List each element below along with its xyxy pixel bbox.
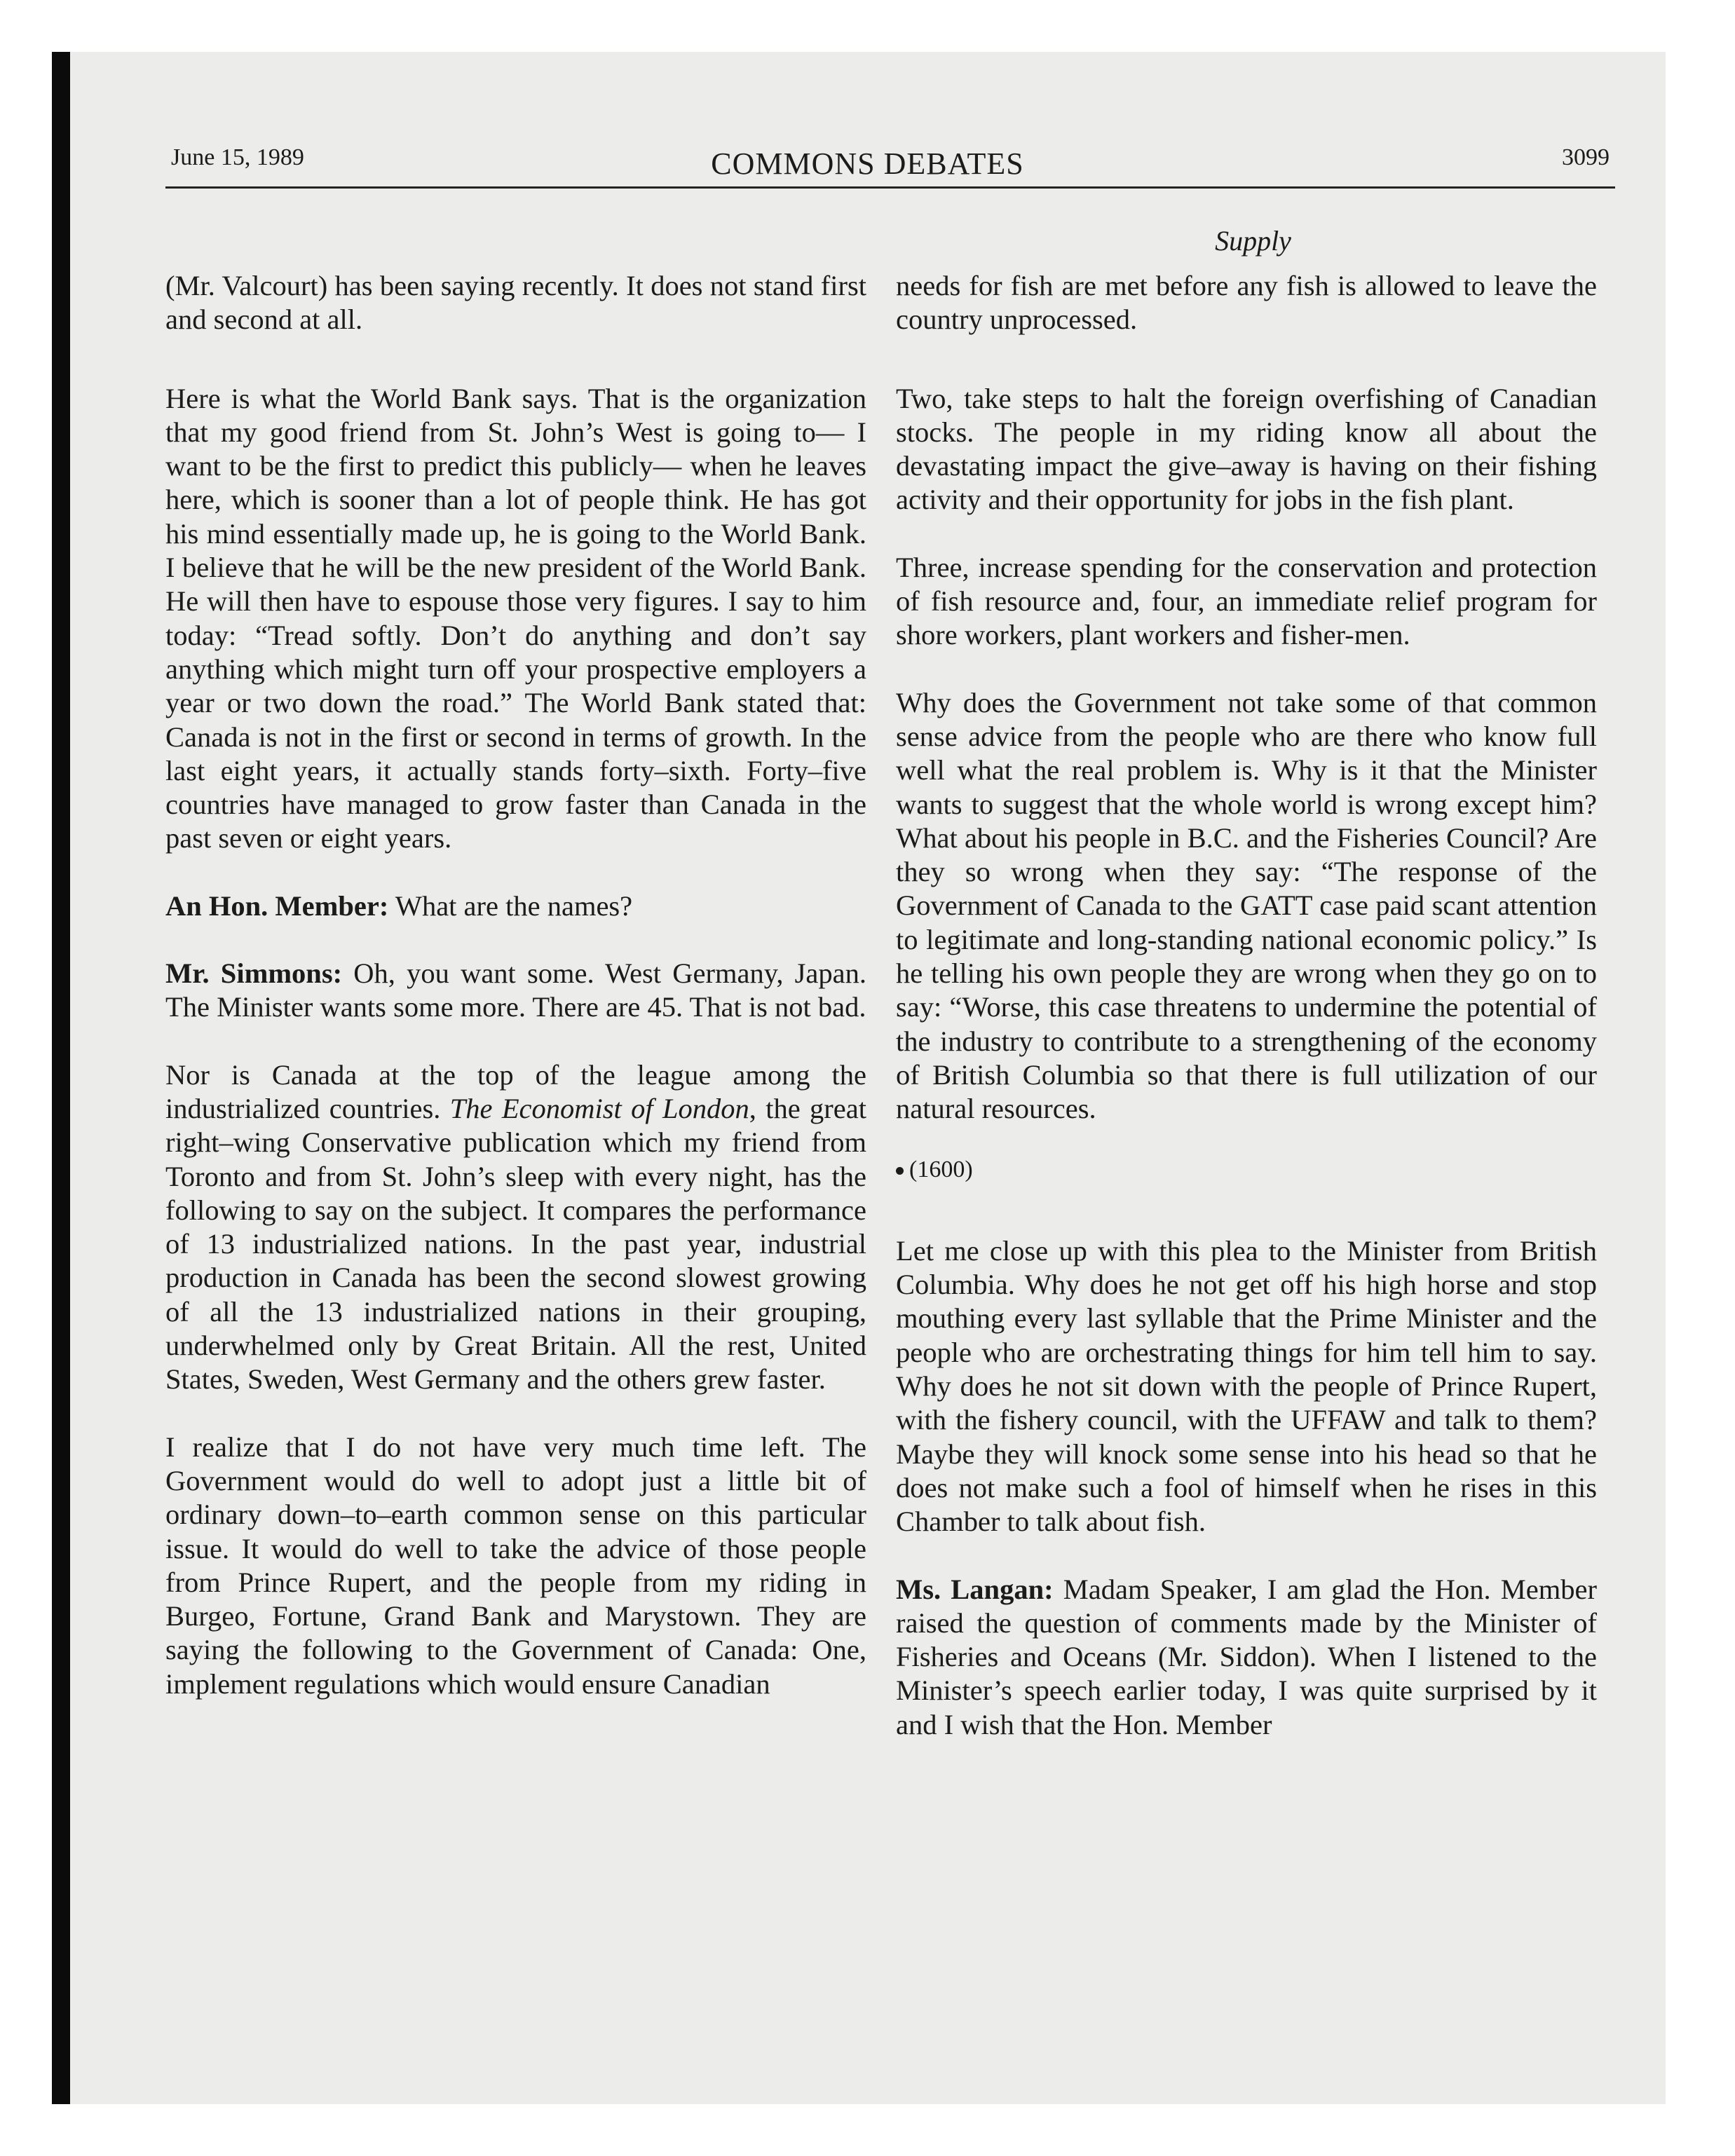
section-title: Supply [1215, 225, 1291, 257]
paragraph: Three, increase spending for the conservation and protection of fish resource and, four, an immediate relief program for shore workers, plant workers and fisher-men. [896, 551, 1597, 651]
left-column [165, 269, 866, 1735]
publication-title: The Economist of London [449, 1092, 749, 1124]
paragraph: Here is what the World Bank says. That is the organization that my good friend from St. John’s West is going to— I want to be the first to predict this publicly— when he leaves here, which is sooner than a lot of people think. He has got his mind essentially made up, he is going to the World Bank. I believe that he will be the new president of the World Bank. He will then have to espouse those very figures. I say to him today: “Tread softly. Don’t do anything and don’t say anything which might turn off your prospective employers a year or two down the road.” The World Bank stated that: Canada is not in the first or second in terms of growth. In the last eight years, it actually stands forty–sixth. Forty–five countries have managed to grow faster than Canada in the past seven or eight years. [165, 382, 866, 854]
paragraph: Let me close up with this plea to the Minister from British Columbia. Why does he not get off his high horse and stop mouthing every last syllable that the Prime Minister and the people who are orchestrating things for him tell him to say. Why does he not sit down with the people of Prince Rupert, with the fishery council, with the UFFAW and talk to them? Maybe they will knock some sense into his head so that he does not make such a fool of himself when he rises in this Chamber to talk about fish. [896, 1234, 1597, 1538]
speech-text: Madam Speaker, I am glad the Hon. Member raised the question of comments made by the Minister of Fisheries and Oceans (Mr. Siddon). When I listened to the Minister’s speech earlier today, I was quite surprised by it and I wish that the Hon. Member [896, 1573, 1597, 1740]
speech-paragraph [165, 889, 866, 923]
header-date: June 15, 1989 [171, 144, 304, 170]
time-marker [896, 1153, 1597, 1187]
bullet-icon [896, 1167, 904, 1175]
time-marker-text: (1600) [909, 1156, 973, 1182]
speaker-name: Mr. Simmons: [165, 957, 343, 990]
paragraph: Two, take steps to halt the foreign overfishing of Canadian stocks. The people in my riding know all about the devastating impact the give–away is having on their fishing activity and their opportunity for jobs in the fish plant. [896, 382, 1597, 516]
speech-paragraph [165, 957, 866, 1025]
speech-text: Oh, you want some. West Germany, Japan. The Minister wants some more. There are 45. That is not bad. [165, 957, 866, 1023]
text-run: Nor is Canada at the top of the league among the industrialized countries. [165, 1058, 866, 1124]
page-number: 3099 [1562, 144, 1610, 170]
right-column [896, 269, 1597, 1775]
header-title: COMMONS DEBATES [711, 146, 1024, 181]
header-rule [165, 186, 1615, 189]
speech-paragraph [896, 1573, 1597, 1742]
paragraph: (Mr. Valcourt) has been saying recently. It does not stand first and second at all. [165, 270, 866, 336]
paragraph: needs for fish are met before any fish is allowed to leave the country unprocessed. [896, 270, 1597, 336]
paragraph: Why does the Government not take some of that common sense advice from the people who are there who know full well what the real problem is. Why is it that the Minister wants to suggest that the whole world is wrong except him? What about his people in B.C. and the Fisheries Council? Are they so wrong when they say: “The response of the Government of Canada to the GATT case paid scant attention to legitimate and long-standing national economic policy.” Is he telling his own people they are wrong when they go on to say: “Worse, this case threatens to undermine the potential of the industry to contribute to a strengthening of the economy of British Columbia so that there is full utilization of our natural resources. [896, 686, 1597, 1125]
paragraph [165, 1058, 866, 1397]
speech-text: What are the names? [388, 889, 633, 922]
text-run: , the great right–wing Conservative publication which my friend from Toronto and from St. John’s sleep with every night, has the following to say on the subject. It compares the performance of 13 industrialized nations. In the past year, industrial production in Canada has been the second slowest growing of all the 13 industrialized nations in their grouping, underwhelmed only by Great Britain. All the rest, United States, Sweden, West Germany and the others grew faster. [165, 1092, 867, 1396]
binding-edge [52, 52, 70, 2104]
paragraph: I realize that I do not have very much time left. The Government would do well to adopt just a little bit of ordinary down–to–earth common sense on this particular issue. It would do well to take the advice of those people from Prince Rupert, and the people from my riding in Burgeo, Fortune, Grand Bank and Marystown. They are saying the following to the Government of Canada: One, implement regulations which would ensure Canadian [165, 1431, 866, 1700]
speaker-name: An Hon. Member: [165, 889, 389, 922]
speaker-name: Ms. Langan: [896, 1573, 1054, 1605]
